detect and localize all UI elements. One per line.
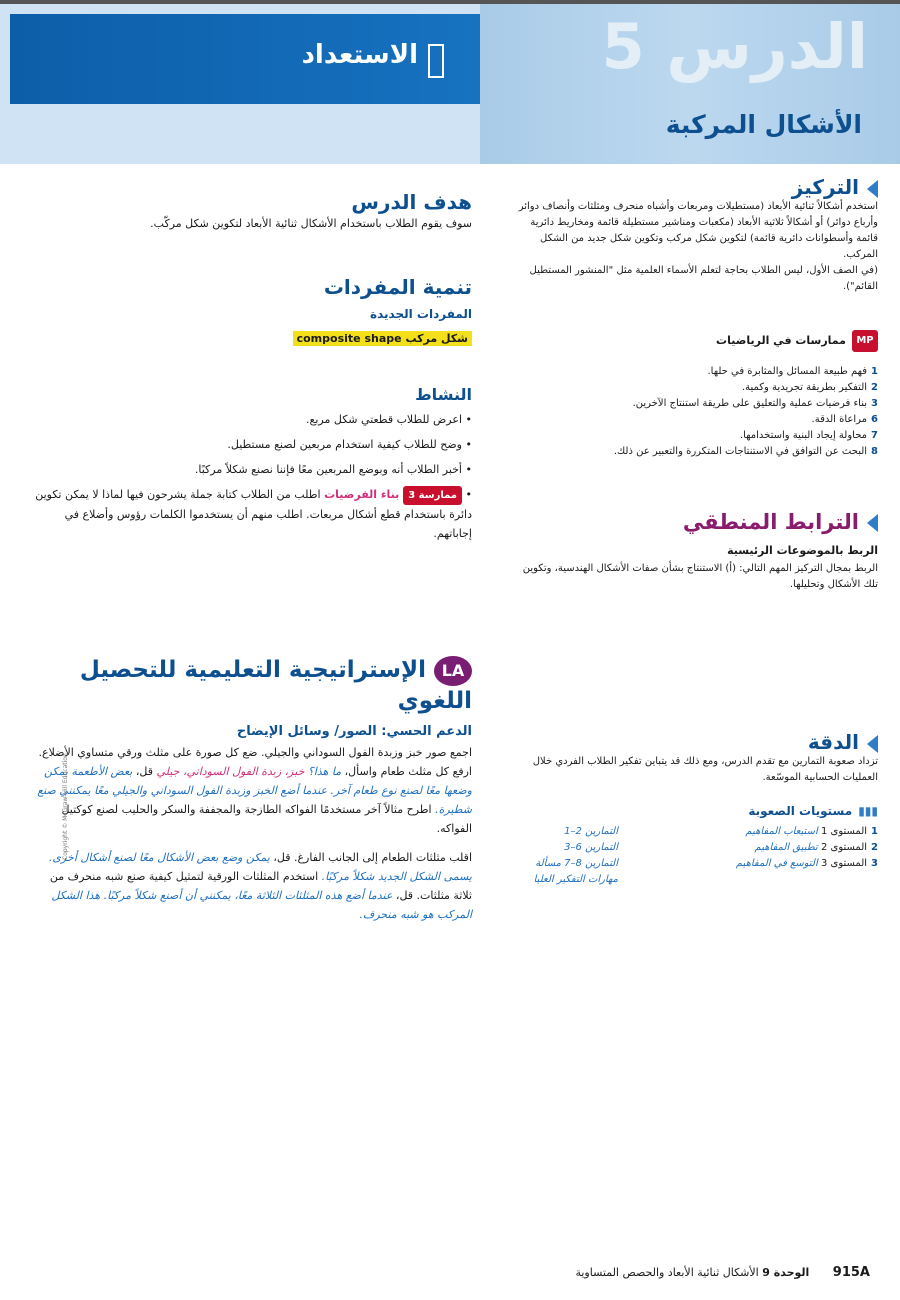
practice-item: 7محاولة إيجاد البنية واستخدامها. [739,430,878,441]
unit-label: الوحدة 9 [762,1266,810,1279]
practices-list [508,364,878,460]
practice-item: 8البحث عن التوافق في الاستنتاجات المتكررة والتعبير عن ذلك. [613,446,878,457]
unit-title: الأشكال ثنائية الأبعاد والحصص المتساوية [575,1266,759,1279]
la-paragraph-2: اقلب مثلثات الطعام إلى الجانب الفارغ. قل، يمكن وضع بعض الأشكال معًا لصنع أشكال أخرى. يسمى الشكل الجديد شكلاً مركبًا. استخدم المثلثات الورقية لتمثيل كيفية صنع شبه منحرف من ثلاثة مثلثات. قل، عندما أضع هذه المثلثات الثلاثة معًا، يمكنني أن أصنع شكلاً مركبًا. هذا الشكل المركب هو شبه منحرف. [48,850,472,921]
vocab-subtitle: المفردات الجديدة [370,307,472,321]
vocab-term-ar: شكل مركب [405,332,468,345]
coherence-subtitle: الربط بالموضوعات الرئيسية [727,544,878,557]
focus-body: استخدم أشكالاً ثنائية الأبعاد (مستطيلات ومربعات وأشباه منحرف ومثلثات وأنصاف دوائر وأرباع دوائر) أو أشكالاً ثلاثية الأبعاد (مكعبات ومناشير مستطيلة قائمة ومخاريط دائرية قائمة وأسطوانات دائرية قائمة) لتكوين شكل مركب وتكوين شكل جديد من الشكل المركب. [518,201,878,260]
activity-section [32,385,472,549]
practice-tag-icon: ممارسة 3 [403,486,462,505]
prep-banner [10,14,480,104]
activity-list [32,410,472,543]
page-footer [575,1265,870,1280]
level-badge: 3 [871,858,878,869]
rigor-heading: الدقة [508,730,878,754]
practice-item: 6مراعاة الدقة. [811,414,878,425]
coherence-body: الربط بمجال التركيز المهم التالي: (أ) الاستنتاج بشأن صفات الأشكال الهندسية، وتكوين تلك الأشكال وتحليلها. [522,563,878,590]
activity-item: • ممارسة 3بناء الفرضيات اطلب من الطلاب كتابة جملة يشرحون فيها لماذا لا يمكن تكوين دائرة باستخدام قطع أشكال مربعات. اطلب منهم أن يستخدموا الكلمات رؤوس وأضلاع في إجاباتهم. [35,488,472,540]
practices-section [508,330,878,460]
activity-item: • أخبر الطلاب أنه وبوضع المربعين معًا فإننا نصنع شكلاً مركبًا. [194,463,472,476]
prep-label: الاستعداد [301,40,418,70]
vocab-section [32,275,472,346]
practice-item: 2التفكير بطريقة تجريدية وكمية. [741,382,878,393]
la-paragraph-1: اجمع صور خبز وزبدة الفول السوداني والجيلي. ضع كل صورة على مثلث ورقي متساوي الأضلاع. ارفع كل مثلث طعام واسأل، ما هذا؟ خبز، زبدة الفول السوداني، جيلي قل، بعض الأطعمة يمكن وضعها معًا لصنع نوع طعام آخر. عندما أضع الخبز وزبدة الفول السوداني والجيلي معًا يمكنني صنع شطيرة. اطرح مثالاً آخر مستخدمًا الفواكه الطازجة والمجففة والسكر والحليب لصنع كوكتيل الفواكه. [37,745,472,835]
lesson-number: الدرس 5 [601,10,868,83]
practice-item: 1فهم طبيعة المسائل والمثابرة في حلها. [707,366,878,377]
focus-section [508,175,878,295]
la-badge-icon: LA [434,656,472,686]
levels-heading: ▮▮▮مستويات الصعوبة [748,804,878,818]
levels-table [508,824,878,888]
coherence-heading: الترابط المنطقي [508,510,878,534]
rigor-section [508,730,878,888]
activity-item: • اعرض للطلاب قطعتي شكل مربع. [306,413,472,426]
objective-section [32,190,472,233]
la-heading: LAالإستراتيجية التعليمية للتحصيل اللغوي [79,657,472,714]
focus-note: (في الصف الأول، ليس الطلاب بحاجة لتعلم الأسماء العلمية مثل "المنشور المستطيل القائم"). [529,265,878,292]
vocab-term [32,327,472,346]
activity-heading: النشاط [415,385,472,404]
vocab-heading: تنمية المفردات [323,275,472,299]
triangle-marker-icon [867,514,878,532]
level-badge: 2 [871,842,878,853]
level-badge: 1 [871,826,878,837]
objective-heading: هدف الدرس [351,190,472,214]
bars-icon: ▮▮▮ [858,804,878,818]
level-row: 2المستوى 2 تطبيق المفاهيم التمارين 6–3 [564,842,878,853]
prep-box-icon [428,44,444,78]
coherence-section [508,510,878,593]
practices-heading: MPممارسات في الرياضيات [508,330,878,352]
activity-item: • وضح للطلاب كيفية استخدام مربعين لصنع مستطيل. [227,438,472,451]
lesson-title: الأشكال المركبة [665,110,862,139]
objective-body: سوف يقوم الطلاب باستخدام الأشكال ثنائية الأبعاد لتكوين شكل مركّب. [150,217,472,230]
triangle-marker-icon [867,180,878,198]
page-number: 915A [832,1265,870,1280]
level-row: 3المستوى 3 التوسع في المفاهيم التمارين 8–7 مسألة مهارات التفكير العليا [533,858,878,885]
practice-icon: MP [852,330,878,352]
copyright-note: Copyright © McGraw-Hill Education [62,753,69,860]
practice-item: 3بناء فرضيات عملية والتعليق على طريقة استنتاج الآخرين. [632,398,878,409]
focus-heading: التركيز [508,175,878,199]
level-row: 1المستوى 1 استيعاب المفاهيم التمارين 2–1 [564,826,878,837]
la-section [32,655,472,924]
vocab-term-en: composite shape [296,332,402,345]
la-subtitle: الدعم الحسي: الصور/ وسائل الإيضاح [236,723,472,739]
rigor-body: تزداد صعوبة التمارين مع تقدم الدرس، ومع ذلك قد يتباين تفكير الطلاب الفردي خلال العمليات الحسابية الموسّعة. [532,756,878,783]
triangle-marker-icon [867,735,878,753]
